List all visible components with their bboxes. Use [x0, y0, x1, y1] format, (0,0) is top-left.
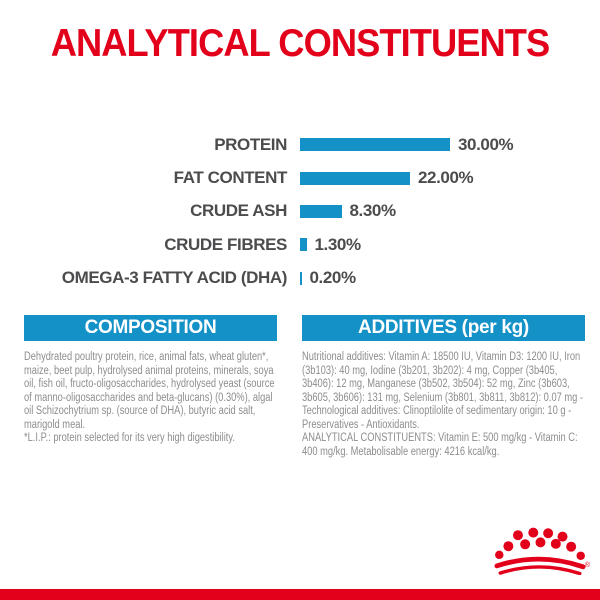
- chart-bar: [300, 172, 410, 185]
- page-title: ANALYTICAL CONSTITUENTS: [50, 22, 550, 65]
- chart-bar: [300, 138, 450, 151]
- chart-value-label: 1.30%: [314, 234, 361, 254]
- chart-category-label: OMEGA-3 FATTY ACID (DHA): [61, 268, 287, 288]
- composition-header: COMPOSITION: [24, 315, 277, 341]
- chart-row: [0, 161, 600, 194]
- bar-chart: [0, 128, 600, 295]
- registered-trademark-symbol: ®: [584, 562, 590, 569]
- composition-section: [24, 315, 277, 446]
- chart-value-label: 30.00%: [458, 134, 514, 154]
- chart-value-label: 0.20%: [309, 268, 356, 288]
- chart-row: [0, 195, 600, 228]
- chart-bar: [300, 205, 342, 218]
- crown-icon-svg: [494, 527, 586, 575]
- chart-value-label: 8.30%: [349, 201, 396, 221]
- chart-bar: [300, 272, 302, 285]
- chart-row: [0, 228, 600, 261]
- additives-header: ADDITIVES (per kg): [302, 315, 585, 341]
- royal-canin-crown-icon: [494, 527, 590, 575]
- composition-body: [24, 351, 278, 446]
- chart-category-label: CRUDE FIBRES: [164, 234, 287, 254]
- footer-red-bar: [0, 589, 600, 600]
- additives-text: Nutritional additives: Vitamin A: 18500 IU, Vitamin D3: 1200 IU, Iron (3b103): 40 mg, Iodine (3b201, 3b202): 4 mg, Copper (3b405, 3b406): 12 mg, Manganese (3b502, 3b504): 52 mg, Zinc (3b603, 3b605, 3b606): 131 mg, Selenium (3b801, 3b811, 3b812): 0.07 mg - Technological additives: Clinoptilolite of sedimentary origin: 10 g - Preservatives - Antioxidants.: [302, 351, 584, 431]
- chart-category-label: CRUDE ASH: [190, 201, 287, 221]
- chart-value-label: 22.00%: [418, 168, 474, 188]
- chart-category-label: PROTEIN: [214, 134, 287, 154]
- chart-category-label: FAT CONTENT: [173, 168, 287, 188]
- additives-section: [302, 315, 585, 459]
- composition-footnote: *L.I.P.: protein selected for its very high digestibility.: [24, 432, 235, 444]
- chart-row: [0, 262, 600, 295]
- additives-analytical-text: ANALYTICAL CONSTITUENTS: Vitamin E: 500 mg/kg - Vitamin C: 400 mg/kg. Metabolisable energy: 4216 kcal/kg.: [302, 432, 578, 458]
- additives-body: [302, 351, 585, 459]
- chart-row: [0, 128, 600, 161]
- chart-bar: [300, 238, 307, 251]
- composition-text: Dehydrated poultry protein, rice, animal fats, wheat gluten*, maize, beet pulp, hydrolysed animal proteins, minerals, soya oil, fish oil, fructo-oligosaccharides, hydrolysed yeast (source of manno-oligosaccharides and beta-glucans) (0.30%), algal oil Schizochytrium sp. (source of DHA), butyric acid salt, marigold meal.: [24, 351, 275, 431]
